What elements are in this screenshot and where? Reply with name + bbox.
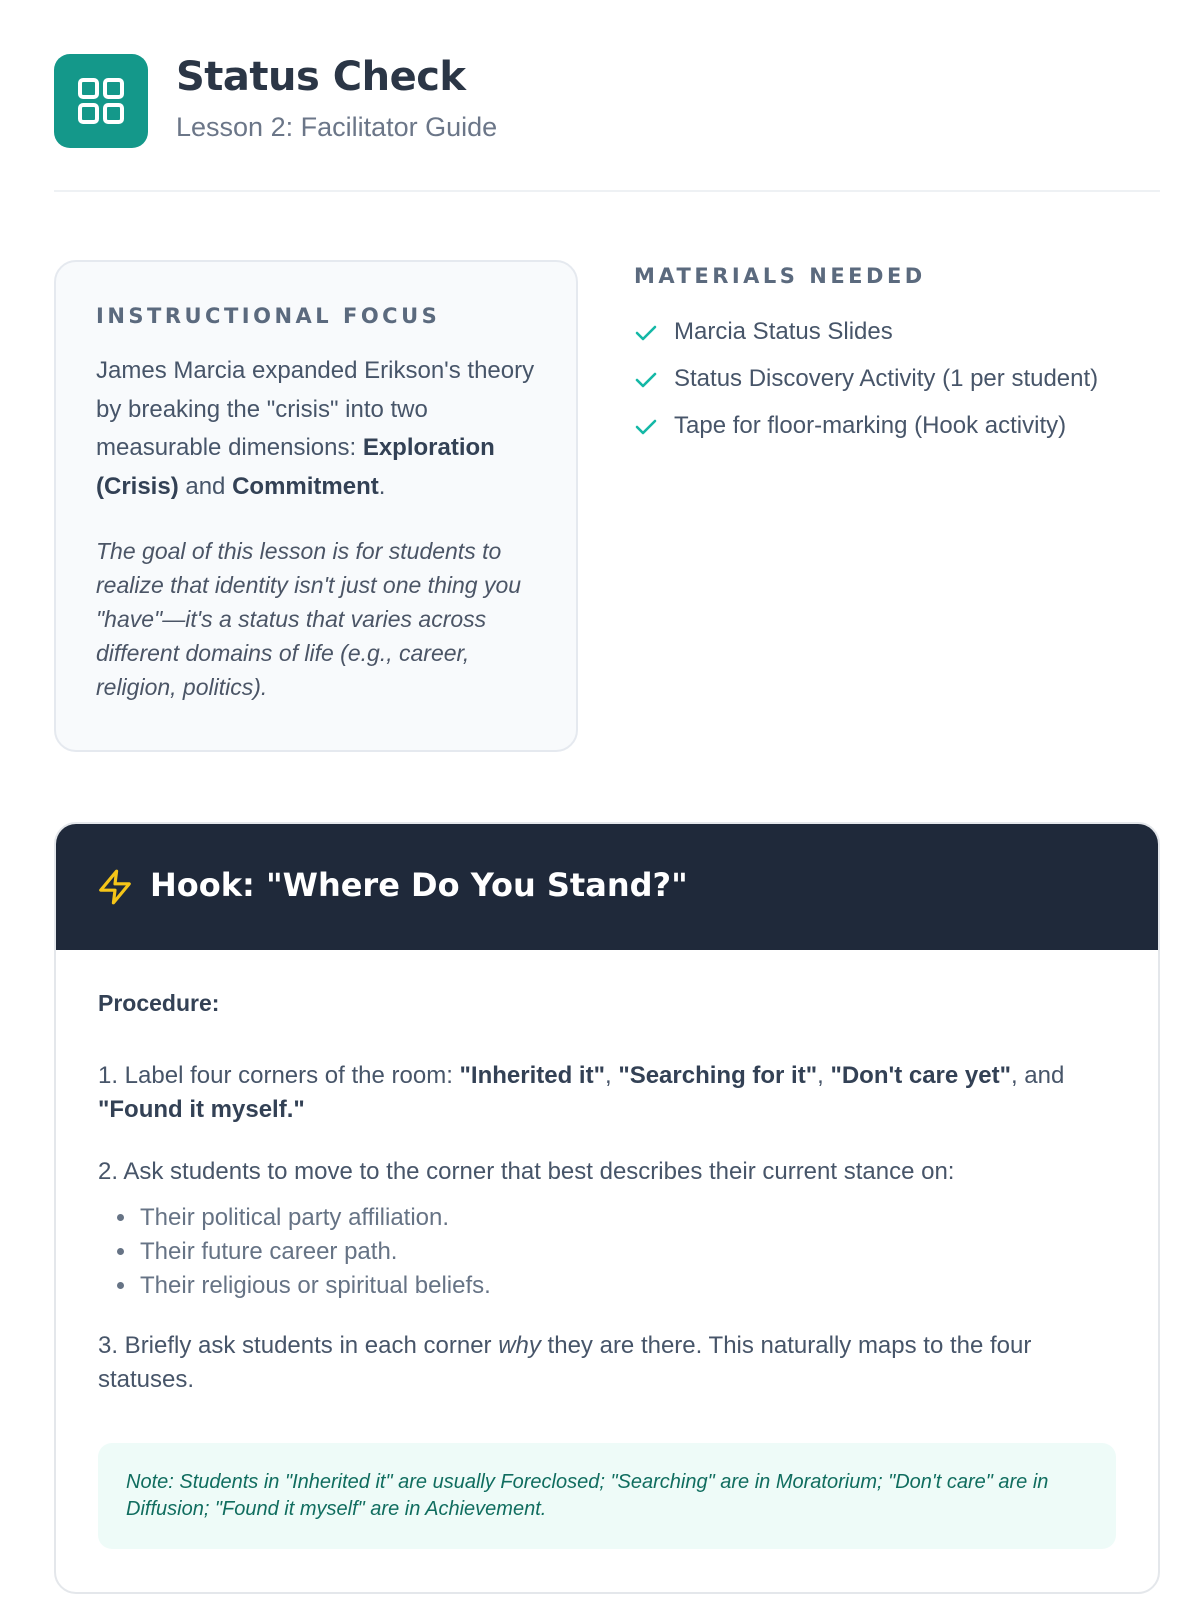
facilitator-note: Note: Students in "Inherited it" are usually Foreclosed; "Searching" are in Moratorium; "Don't care" are in Diffusion; "Found it myself" are in Achievement. — [98, 1443, 1116, 1549]
materials-item — [634, 312, 1160, 359]
materials-list — [634, 312, 1160, 453]
corner-label-dont-care: "Don't care yet" — [830, 1062, 1011, 1089]
focus-text: James Marcia expanded Erikson's theory by breaking the "crisis" into two measurable dimensions: — [96, 357, 535, 461]
focus-emphasis-commitment: Commitment — [232, 472, 379, 500]
page-title: Status Check — [176, 54, 466, 100]
step-text: 3. Briefly ask students in each corner — [98, 1332, 499, 1359]
hook-body — [56, 950, 1158, 1549]
focus-paragraph — [96, 352, 536, 506]
step-text: 1. Label four corners of the room: — [98, 1062, 460, 1089]
lightning-bolt-icon — [96, 868, 134, 906]
list-item: • Their religious or spiritual beliefs. — [138, 1269, 1116, 1303]
step-emphasis-why: why — [498, 1332, 541, 1359]
list-item: • Their political party affiliation. — [138, 1201, 1116, 1235]
step-text: , and — [1010, 1062, 1065, 1089]
materials-item — [634, 359, 1160, 406]
materials-item-label: Status Discovery Activity (1 per student) — [674, 365, 1099, 392]
corner-label-inherited: "Inherited it" — [459, 1062, 605, 1089]
grid-icon — [54, 54, 148, 148]
instructional-focus-card — [54, 260, 578, 752]
step-text: they are there. This naturally maps to the four statuses. — [98, 1332, 1032, 1393]
check-icon — [634, 321, 658, 345]
step-text: , — [604, 1062, 619, 1089]
instructional-focus-heading: INSTRUCTIONAL FOCUS — [96, 304, 441, 328]
hook-title: Hook: "Where Do You Stand?" — [150, 866, 688, 904]
focus-goal-paragraph: The goal of this lesson is for students to realize that identity isn't just one thing you "have"—it's a status that varies across different domains of life (e.g., career, religion, politics). — [96, 538, 522, 700]
procedure-step-2: 2. Ask students to move to the corner that best describes their current stance on: — [98, 1158, 955, 1185]
focus-text: and — [178, 472, 233, 500]
corner-label-found: "Found it myself." — [98, 1096, 305, 1123]
page-subtitle: Lesson 2: Facilitator Guide — [176, 112, 498, 142]
focus-emphasis-exploration: Exploration (Crisis) — [96, 434, 495, 500]
hook-header — [56, 824, 1158, 950]
materials-item — [634, 406, 1160, 453]
hook-card — [54, 822, 1160, 1594]
focus-text: . — [378, 472, 386, 500]
materials-heading: MATERIALS NEEDED — [634, 264, 926, 288]
page-header — [54, 54, 1160, 192]
procedure-step-3 — [98, 1329, 1116, 1397]
procedure-label: Procedure: — [98, 990, 220, 1016]
check-icon — [634, 415, 658, 439]
stance-topics-list — [98, 1201, 1116, 1303]
materials-item-label: Tape for floor-marking (Hook activity) — [674, 412, 1067, 439]
materials-section — [634, 264, 1160, 453]
materials-item-label: Marcia Status Slides — [674, 318, 893, 345]
step-text: , — [817, 1062, 831, 1089]
corner-label-searching: "Searching for it" — [618, 1062, 818, 1089]
procedure-step-1 — [98, 1059, 1116, 1127]
check-icon — [634, 368, 658, 392]
list-item: • Their future career path. — [138, 1235, 1116, 1269]
